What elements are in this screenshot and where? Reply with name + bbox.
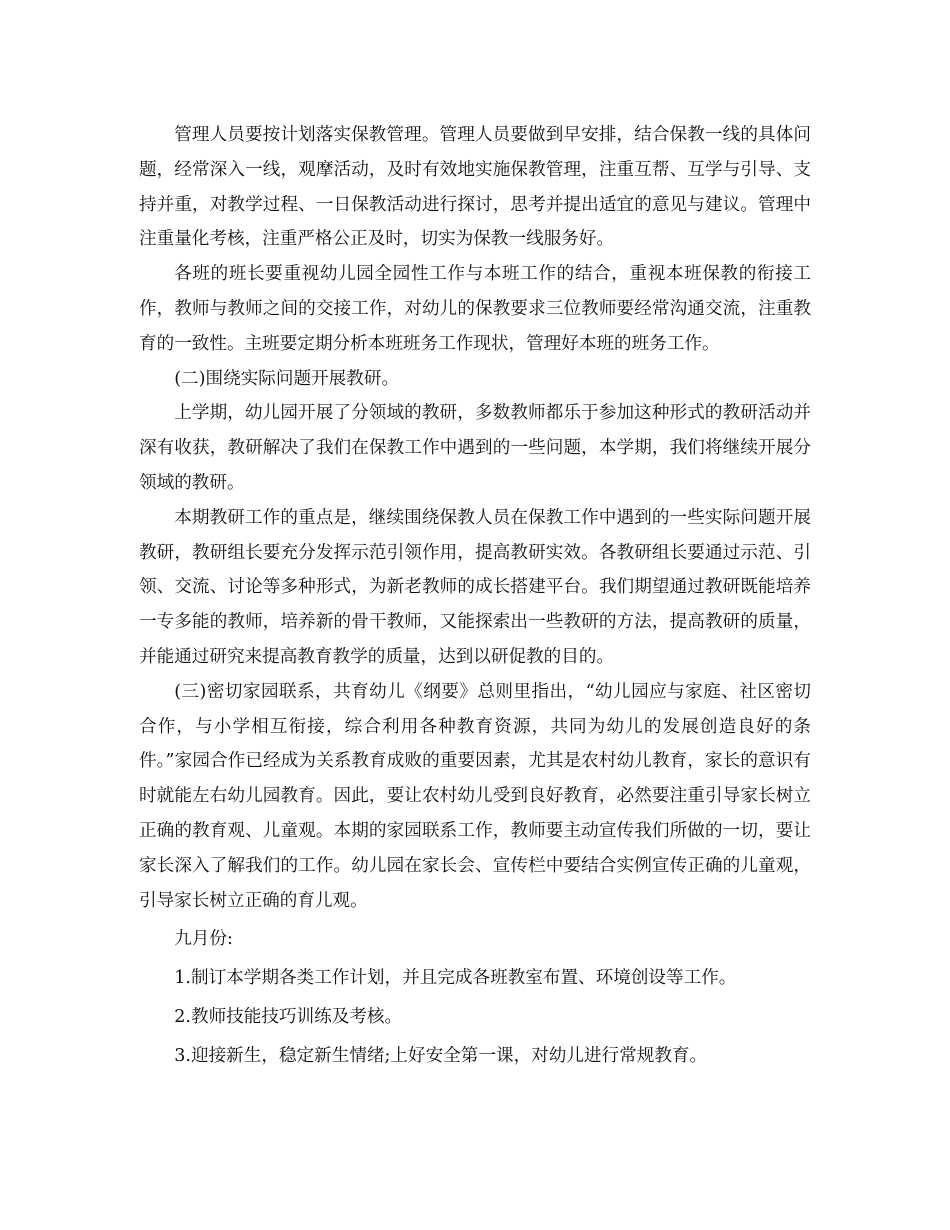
- list-item-3: 3.迎接新生，稳定新生情绪;上好安全第一课，对幼儿进行常规教育。: [174, 1045, 708, 1066]
- month-heading-september: 九月份:: [174, 929, 233, 950]
- section-heading-teaching-research: (二)围绕实际问题开展教研。: [174, 368, 400, 389]
- paragraph-last-semester-research: 上学期，幼儿园开展了分领域的教研，多数教师都乐于参加这种形式的教研活动并深有收获，教研解决了我们在保教工作中遇到的一些问题，本学期，我们将继续开展分领域的教研。: [139, 403, 811, 493]
- list-item-2: 2.教师技能技巧训练及考核。: [174, 1006, 403, 1027]
- paragraph-home-school-contact: (三)密切家园联系，共育幼儿《纲要》总则里指出，“幼儿园应与家庭、社区密切合作，与小学相互衔接，综合利用各种教育资源，共同为幼儿的发展创造良好的条件。”家园合作已经成为关系教育成败的重要因素，尤其是农村幼儿教育，家长的意识有时就能左右幼儿园教育。因此，要让农村幼儿受到良好教育，必然要注重引导家长树立正确的教育观、儿童观。本期的家园联系工作，教师要主动宣传我们所做的一切，要让家长深入了解我们的工作。幼儿园在家长会、宣传栏中要结合实例宣传正确的儿童观，引导家长树立正确的育儿观。: [139, 681, 811, 911]
- paragraph-management-staff: 管理人员要按计划落实保教管理。管理人员要做到早安排，结合保教一线的具体问题，经常深入一线，观摩活动，及时有效地实施保教管理，注重互帮、互学与引导、支持并重，对教学过程、一日保教活动进行探讨，思考并提出适宜的意见与建议。管理中注重量化考核，注重严格公正及时，切实为保教一线服务好。: [139, 125, 811, 250]
- paragraph-class-leaders: 各班的班长要重视幼儿园全园性工作与本班工作的结合，重视本班保教的衔接工作，教师与教师之间的交接工作，对幼儿的保教要求三位教师要经常沟通交流，注重教育的一致性。主班要定期分析本班班务工作现状，管理好本班的班务工作。: [139, 264, 811, 354]
- document-body: [139, 118, 811, 1074]
- paragraph-research-focus: 本期教研工作的重点是，继续围绕保教人员在保教工作中遇到的一些实际问题开展教研，教研组长要充分发挥示范引领作用，提高教研实效。各教研组长要通过示范、引领、交流、讨论等多种形式，为新老教师的成长搭建平台。我们期望通过教研既能培养一专多能的教师，培养新的骨干教师，又能探索出一些教研的方法，提高教研的质量，并能通过研究来提高教育教学的质量，达到以研促教的目的。: [139, 507, 811, 667]
- list-item-1: 1.制订本学期各类工作计划，并且完成各班教室布置、环境创设等工作。: [174, 968, 737, 989]
